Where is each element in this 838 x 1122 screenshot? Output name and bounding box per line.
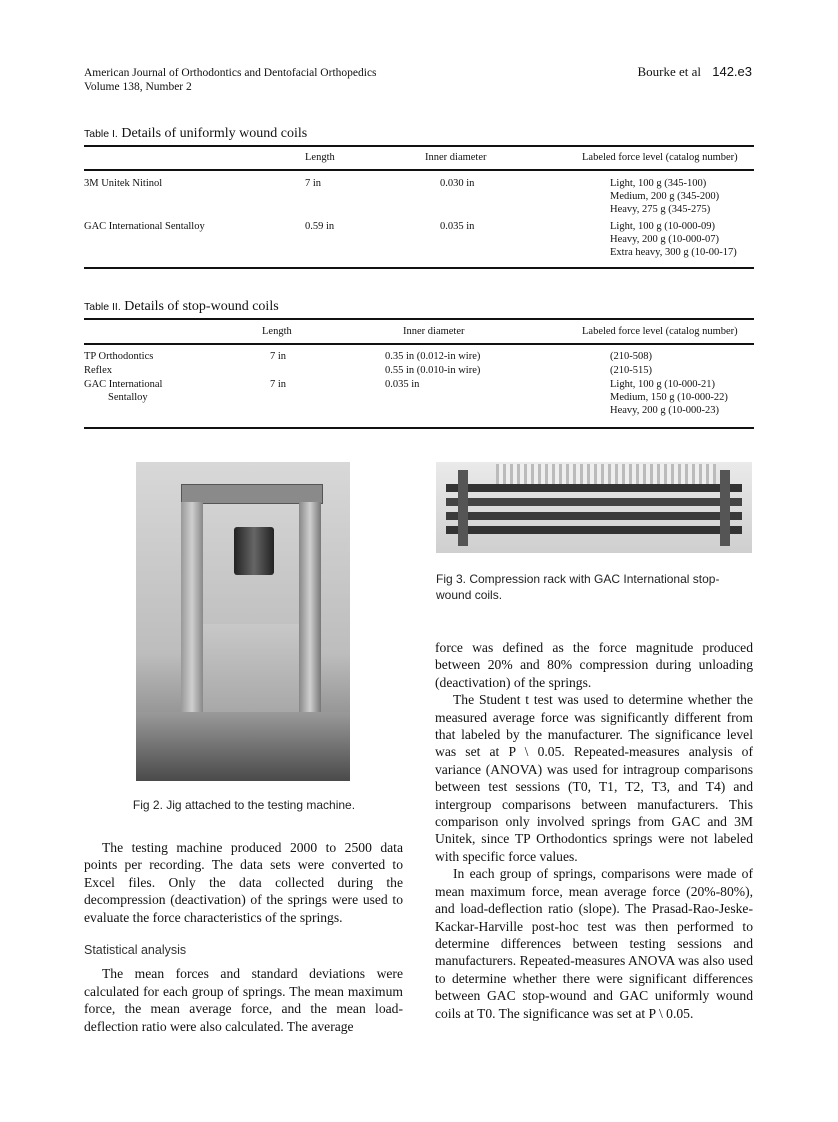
- table1-cell-force: Extra heavy, 300 g (10-00-17): [610, 246, 737, 258]
- table2-cell-name: GAC International: [84, 379, 163, 390]
- table1-label: Table I.: [84, 128, 118, 140]
- page-number: 142.e3: [712, 64, 752, 79]
- table2-top-rule: [84, 318, 754, 320]
- table2-cell-diameter: 0.55 in (0.010-in wire): [385, 365, 481, 376]
- table1-caption: [84, 126, 307, 142]
- paragraph: force was defined as the force magnitude produced between 20% and 80% compression during unloading (deactivation) of the springs.: [435, 640, 753, 690]
- table2-col-length: Length: [262, 326, 292, 337]
- table2-col-diameter: Inner diameter: [403, 326, 465, 337]
- fig2-caption: Fig 2. Jig attached to the testing machine.: [132, 798, 356, 812]
- table1-col-diameter: Inner diameter: [425, 152, 487, 163]
- table2-cell-force: Light, 100 g (10-000-21): [610, 379, 715, 390]
- table1-cell-length: 7 in: [305, 178, 322, 189]
- table2-cell-diameter: 0.035 in: [385, 379, 420, 390]
- table1-cell-force: Heavy, 200 g (10-000-07): [610, 233, 719, 245]
- table2-cell-name: TP Orthodontics: [84, 351, 154, 362]
- table1-cell-force: Light, 100 g (345-100): [610, 178, 707, 189]
- table1-cell-force: Light, 100 g (10-000-09): [610, 221, 715, 232]
- fig2-photo: [136, 462, 350, 781]
- table2-caption: [84, 299, 279, 315]
- table2-cell-force: (210-508): [610, 351, 652, 362]
- running-header-right: [637, 64, 752, 80]
- running-header-left: [84, 66, 377, 94]
- table1-cell-length: 0.59 in: [305, 221, 335, 232]
- paragraph: The mean forces and standard deviations were calculated for each group of springs. The mean maximum force, the mean average force, and the mean load-deflection ratio were also calculated. The average: [84, 966, 403, 1034]
- section-heading: Statistical analysis: [84, 943, 187, 958]
- table2-bottom-rule: [84, 427, 754, 429]
- journal-name: American Journal of Orthodontics and Dentofacial Orthopedics: [84, 67, 377, 79]
- table2-cell-name: Reflex: [84, 365, 112, 376]
- table1-header-rule: [84, 169, 754, 171]
- table1-cell-diameter: 0.035 in: [440, 221, 475, 232]
- table2-cell-force: Heavy, 200 g (10-000-23): [610, 404, 719, 416]
- authors: Bourke et al: [637, 64, 701, 79]
- table1-title: Details of uniformly wound coils: [121, 126, 308, 141]
- table1-cell-name: GAC International Sentalloy: [84, 221, 205, 232]
- fig3-caption: Fig 3. Compression rack with GAC International stop-wound coils.: [436, 572, 720, 602]
- table2-cell-diameter: 0.35 in (0.012-in wire): [385, 351, 481, 362]
- table2-cell-length: 7 in: [270, 379, 287, 390]
- table1-top-rule: [84, 145, 754, 147]
- table2-cell-length: 7 in: [270, 351, 287, 362]
- table2-header-rule: [84, 343, 754, 345]
- fig3-photo: [436, 462, 752, 553]
- table2-cell-force: (210-515): [610, 365, 652, 376]
- paragraph: In each group of springs, comparisons were made of mean maximum force, mean average force (20%-80%), and load-deflection ratio (slope). The Prasad-Rao-Jeske-Kackar-Harville post-hoc test was then performed to determine differences between testing sessions and manufacturers. Repeated-measures ANOVA was also used to determine whether there were significant differences between GAC stop-wound and GAC uniformly wound coils at T0. The significance was set at P \ 0.05.: [435, 866, 753, 1021]
- paragraph: The testing machine produced 2000 to 2500 data points per recording. The data sets were converted to Excel files. Only the data collected during the decompression (deactivation) of the springs were used to evaluate the force characteristics of the springs.: [84, 840, 403, 925]
- table1-col-force: Labeled force level (catalog number): [582, 152, 738, 163]
- table2-title: Details of stop-wound coils: [124, 299, 279, 314]
- table1-cell-force: Medium, 200 g (345-200): [610, 190, 720, 202]
- table1-cell-diameter: 0.030 in: [440, 178, 475, 189]
- table2-col-force: Labeled force level (catalog number): [582, 326, 738, 337]
- table2-cell-name: Sentalloy: [108, 391, 148, 403]
- left-column-text: [84, 839, 403, 1035]
- paragraph: The Student t test was used to determine whether the measured average force was significantly different from that labeled by the manufacturer. The significance level was set at P \ 0.05. Repeated-measures analysis of variance (ANOVA) was used for intragroup comparisons between test sessions (T0, T1, T2, T3, and T4) and intergroup comparisons between manufacturers. This comparison only involved springs from GAC and 3M Unitek, since TP Orthodontics springs were not labeled with specific force values.: [435, 692, 753, 864]
- table2-cell-force: Medium, 150 g (10-000-22): [610, 391, 728, 403]
- right-column-text: [435, 639, 753, 1022]
- table1-cell-force: Heavy, 275 g (345-275): [610, 203, 711, 215]
- table1-cell-name: 3M Unitek Nitinol: [84, 178, 163, 189]
- journal-volume: Volume 138, Number 2: [84, 81, 192, 93]
- table2-label: Table II.: [84, 301, 121, 313]
- table1-bottom-rule: [84, 267, 754, 269]
- table1-col-length: Length: [305, 152, 335, 163]
